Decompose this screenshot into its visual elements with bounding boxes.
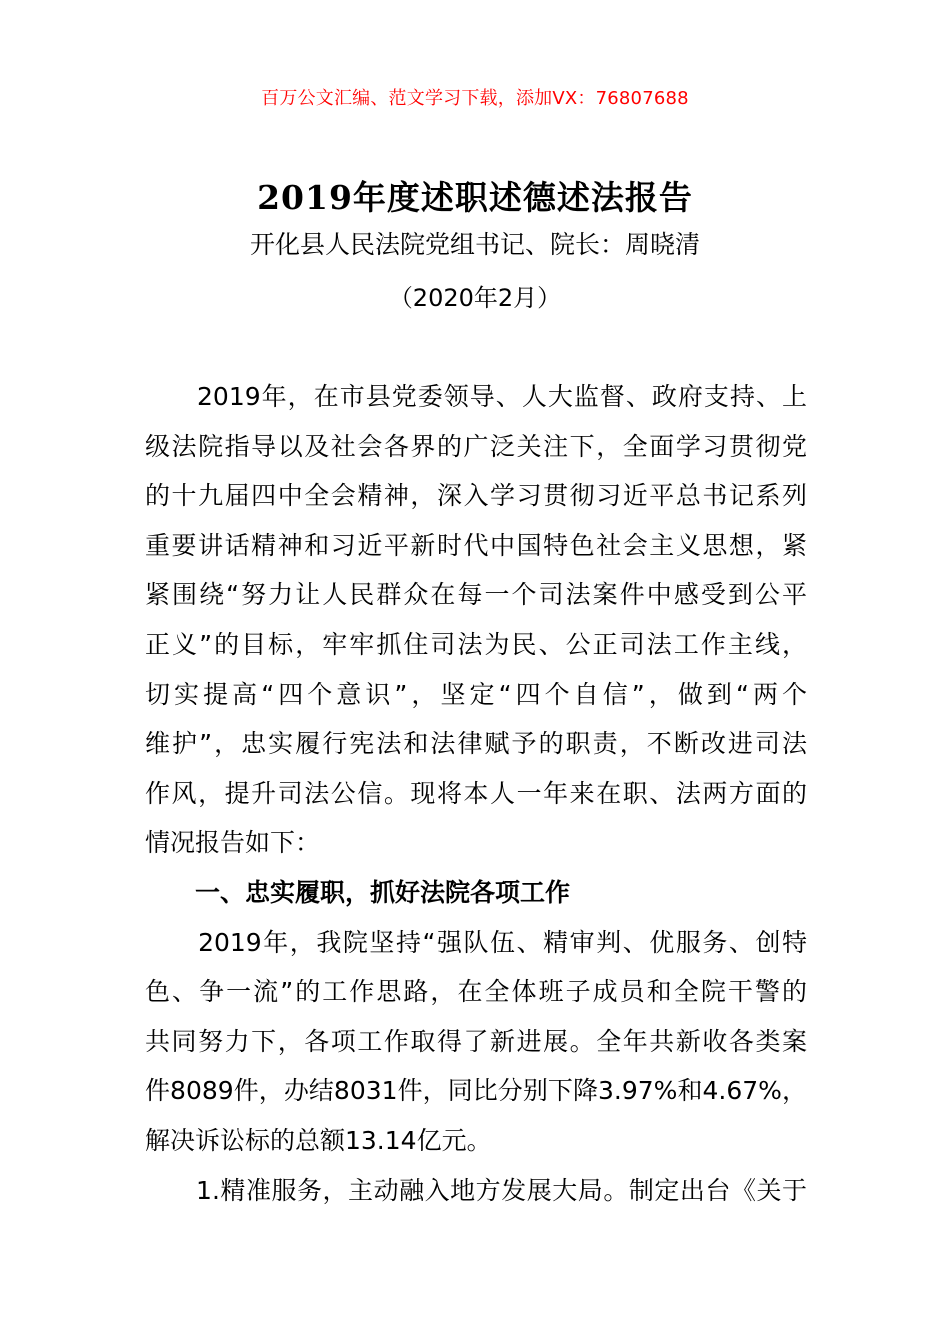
paragraph-line: 紧围绕“努力让人民群众在每一个司法案件中感受到公平	[145, 580, 807, 610]
paragraph-line: 级法院指导以及社会各界的广泛关注下，全面学习贯彻党	[145, 431, 807, 461]
paragraph-line: 共同努力下，各项工作取得了新进展。全年共新收各类案	[145, 1026, 807, 1056]
watermark-banner: 百万公文汇编、范文学习下载，添加VX：76807688	[261, 88, 689, 109]
report-author: 开化县人民法院党组书记、院长：周晓清	[249, 230, 700, 259]
paragraph-line: 维护”，忠实履行宪法和法律赋予的职责，不断改进司法	[145, 729, 807, 759]
report-title: 2019年度述职述德述法报告	[257, 178, 693, 217]
paragraph-line: 2019年，在市县党委领导、人大监督、政府支持、上	[145, 382, 807, 411]
paragraph-line: 的十九届四中全会精神，深入学习贯彻习近平总书记系列	[145, 481, 807, 511]
paragraph-line: 1.精准服务，主动融入地方发展大局。制定出台《关于	[145, 1175, 807, 1205]
paragraph-line: 切实提高“四个意识”，坚定“四个自信”，做到“两个	[145, 679, 807, 709]
paragraph-line: 情况报告如下：	[145, 828, 321, 858]
paragraph-line: 色、争一流”的工作思路，在全体班子成员和全院干警的	[145, 977, 807, 1007]
paragraph-line: 件8089件，办结8031件，同比分别下降3.97%和4.67%，	[145, 1076, 807, 1106]
report-date: （2020年2月）	[388, 284, 562, 312]
paragraph-line: 解决诉讼标的总额13.14亿元。	[145, 1125, 492, 1155]
intro-paragraph	[145, 372, 807, 1215]
paragraph-line: 2019年，我院坚持“强队伍、精审判、优服务、创特	[145, 927, 807, 957]
paragraph-line: 重要讲话精神和习近平新时代中国特色社会主义思想，紧	[145, 530, 807, 560]
paragraph-line: 正义”的目标，牢牢抓住司法为民、公正司法工作主线，	[145, 629, 807, 659]
section-heading: 一、忠实履职，抓好法院各项工作	[145, 877, 571, 907]
paragraph-line: 作风，提升司法公信。现将本人一年来在职、法两方面的	[145, 778, 807, 808]
